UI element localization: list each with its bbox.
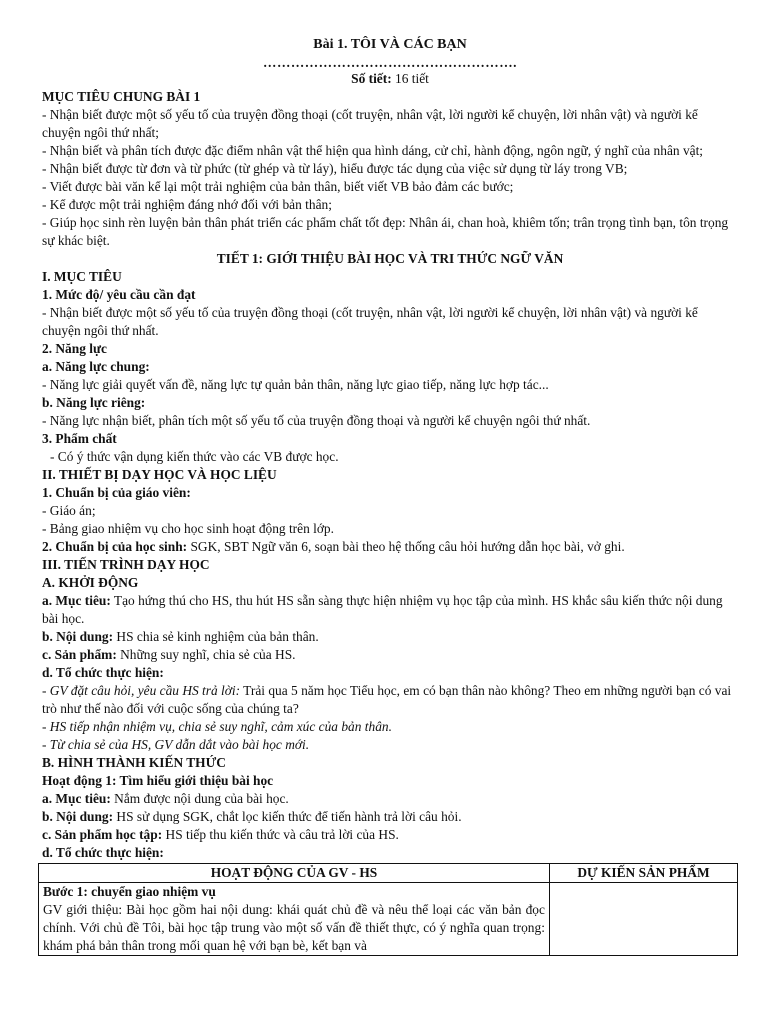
table-header-product: DỰ KIẾN SẢN PHẨM xyxy=(549,864,737,883)
student-prep-label: 2. Chuẩn bị của học sinh: xyxy=(42,539,188,554)
table-header-activity: HOẠT ĐỘNG CỦA GV - HS xyxy=(39,864,550,883)
warmup-question-text: Trải qua 5 năm học Tiểu học, em có bạn thân nào không? Theo em những người bạn có vai trò như thế nào đối với cuộc sống của chúng ta? xyxy=(42,683,732,716)
general-objective-item: - Nhận biết và phân tích được đặc điểm nhân vật thể hiện qua hình dáng, cử chỉ, hành động, ngôn ngữ, ý nghĩ của nhân vật; xyxy=(42,143,704,158)
title-dots: ………………………………………………. xyxy=(263,55,517,70)
activity1-product xyxy=(42,826,738,844)
table-row xyxy=(39,883,738,956)
activity1-heading: Hoạt động 1: Tìm hiểu giới thiệu bài học xyxy=(42,773,274,788)
activity1-goal xyxy=(42,790,738,808)
lesson1-heading: TIẾT 1: GIỚI THIỆU BÀI HỌC VÀ TRI THỨC NGỮ VĂN xyxy=(216,251,564,266)
warmup-step: - Từ chia sẻ của HS, GV dẫn dắt vào bài học mới. xyxy=(42,737,310,752)
warmup-organization-heading: d. Tổ chức thực hiện: xyxy=(42,665,164,680)
warmup-goal-text: Tạo hứng thú cho HS, thu hút HS sẵn sàng thực hiện nhiệm vụ học tập của mình. HS khắc sâu kiến thức nội dung bài học. xyxy=(42,593,723,626)
activity1-content-label: b. Nội dung: xyxy=(42,809,114,824)
section-process: III. TIẾN TRÌNH DẠY HỌC xyxy=(42,557,210,572)
general-objective-item: - Kể được một trải nghiệm đáng nhớ đối với bản thân; xyxy=(42,197,332,212)
activity1-goal-label: a. Mục tiêu: xyxy=(42,791,111,806)
activity-table xyxy=(38,863,738,956)
general-competence-heading: a. Năng lực chung: xyxy=(42,359,150,374)
section-equipment: II. THIẾT BỊ DẠY HỌC VÀ HỌC LIỆU xyxy=(42,467,277,482)
table-cell-product xyxy=(549,883,737,956)
so-tiet-value: 16 tiết xyxy=(391,71,429,86)
subsection-requirements: 1. Mức độ/ yêu cầu cần đạt xyxy=(42,287,196,302)
activity1-product-label: c. Sản phẩm học tập: xyxy=(42,827,163,842)
warmup-goal xyxy=(42,592,738,628)
teacher-prep-item: - Bảng giao nhiệm vụ cho học sinh hoạt động trên lớp. xyxy=(42,521,334,536)
specific-competence-text: - Năng lực nhận biết, phân tích một số yếu tố của truyện đồng thoại và người kể chuyện ngôi thứ nhất. xyxy=(42,413,591,428)
subsection-qualities: 3. Phẩm chất xyxy=(42,431,117,446)
warmup-goal-label: a. Mục tiêu: xyxy=(42,593,111,608)
activity1-goal-text: Nắm được nội dung của bài học. xyxy=(110,791,289,806)
qualities-text: - Có ý thức vận dụng kiến thức vào các VB được học. xyxy=(50,449,339,464)
general-objective-item: - Viết được bài văn kể lại một trải nghiệm của bản thân, biết viết VB bảo đảm các bước; xyxy=(42,179,514,194)
table-cell-activity xyxy=(39,883,550,956)
general-objective-item: - Nhận biết được từ đơn và từ phức (từ ghép và từ láy), hiểu được tác dụng của việc sử dụng từ láy trong VB; xyxy=(42,161,628,176)
warmup-question-italic: - GV đặt câu hỏi, yêu cầu HS trả lời: xyxy=(42,683,241,698)
warmup-product-text: Những suy nghĩ, chia sẻ của HS. xyxy=(116,647,296,662)
student-prep-text: SGK, SBT Ngữ văn 6, soạn bài theo hệ thống câu hỏi hướng dẫn học bài, vở ghi. xyxy=(187,539,625,554)
so-tiet-label: Số tiết: xyxy=(351,71,392,86)
specific-competence-heading: b. Năng lực riêng: xyxy=(42,395,146,410)
activity1-content-text: HS sử dụng SGK, chắt lọc kiến thức để tiến hành trả lời câu hỏi. xyxy=(113,809,462,824)
general-objectives-heading: MỤC TIÊU CHUNG BÀI 1 xyxy=(42,89,201,104)
general-competence-text: - Năng lực giải quyết vấn đề, năng lực tự quản bản thân, năng lực giao tiếp, năng lực hợp tác... xyxy=(42,377,549,392)
warmup-question xyxy=(42,682,738,718)
warmup-product xyxy=(42,646,738,664)
warmup-step: - HS tiếp nhận nhiệm vụ, chia sẻ suy nghĩ, cảm xúc của bản thân. xyxy=(42,719,392,734)
teacher-prep-item: - Giáo án; xyxy=(42,503,96,518)
knowledge-heading: B. HÌNH THÀNH KIẾN THỨC xyxy=(42,755,226,770)
activity1-organization-heading: d. Tổ chức thực hiện: xyxy=(42,845,164,860)
step1-label: Bước 1: chuyển giao nhiệm vụ xyxy=(43,884,216,899)
activity1-product-text: HS tiếp thu kiến thức và câu trả lời của HS. xyxy=(162,827,399,842)
warmup-content xyxy=(42,628,738,646)
warmup-content-text: HS chia sẻ kinh nghiệm của bản thân. xyxy=(113,629,319,644)
section-objectives: I. MỤC TIÊU xyxy=(42,269,122,284)
step1-text: GV giới thiệu: Bài học gồm hai nội dung: khái quát chủ đề và nêu thể loại các văn bản đọc chính. Với chủ đề Tôi, bài học tập trung vào một số vấn đề thiết thực, có ý nghĩa quan trọng: khám phá bản thân trong mối quan hệ với bạn bè, kết bạn và xyxy=(43,902,545,953)
lesson-count xyxy=(42,70,738,88)
warmup-product-label: c. Sản phẩm: xyxy=(42,647,117,662)
general-objective-item: - Giúp học sinh rèn luyện bản thân phát triển các phẩm chất tốt đẹp: Nhân ái, chan hoà, khiêm tốn; trân trọng tình bạn, tôn trọng sự khác biệt. xyxy=(42,215,729,248)
warmup-content-label: b. Nội dung: xyxy=(42,629,114,644)
requirements-text: - Nhận biết được một số yếu tố của truyện đồng thoại (cốt truyện, nhân vật, lời người kể chuyện, lời nhân vật) và người kể chuyện ngôi thứ nhất. xyxy=(42,305,698,338)
warmup-heading: A. KHỞI ĐỘNG xyxy=(42,575,139,590)
subsection-competence: 2. Năng lực xyxy=(42,341,107,356)
activity1-content xyxy=(42,808,738,826)
general-objective-item: - Nhận biết được một số yếu tố của truyện đồng thoại (cốt truyện, nhân vật, lời người kể chuyện, lời nhân vật) và người kể chuyện ngôi thứ nhất; xyxy=(42,107,698,140)
lesson-title: Bài 1. TÔI VÀ CÁC BẠN xyxy=(313,37,467,52)
teacher-prep-heading: 1. Chuẩn bị của giáo viên: xyxy=(42,485,191,500)
student-prep xyxy=(42,538,738,556)
table-header-row xyxy=(39,864,738,883)
